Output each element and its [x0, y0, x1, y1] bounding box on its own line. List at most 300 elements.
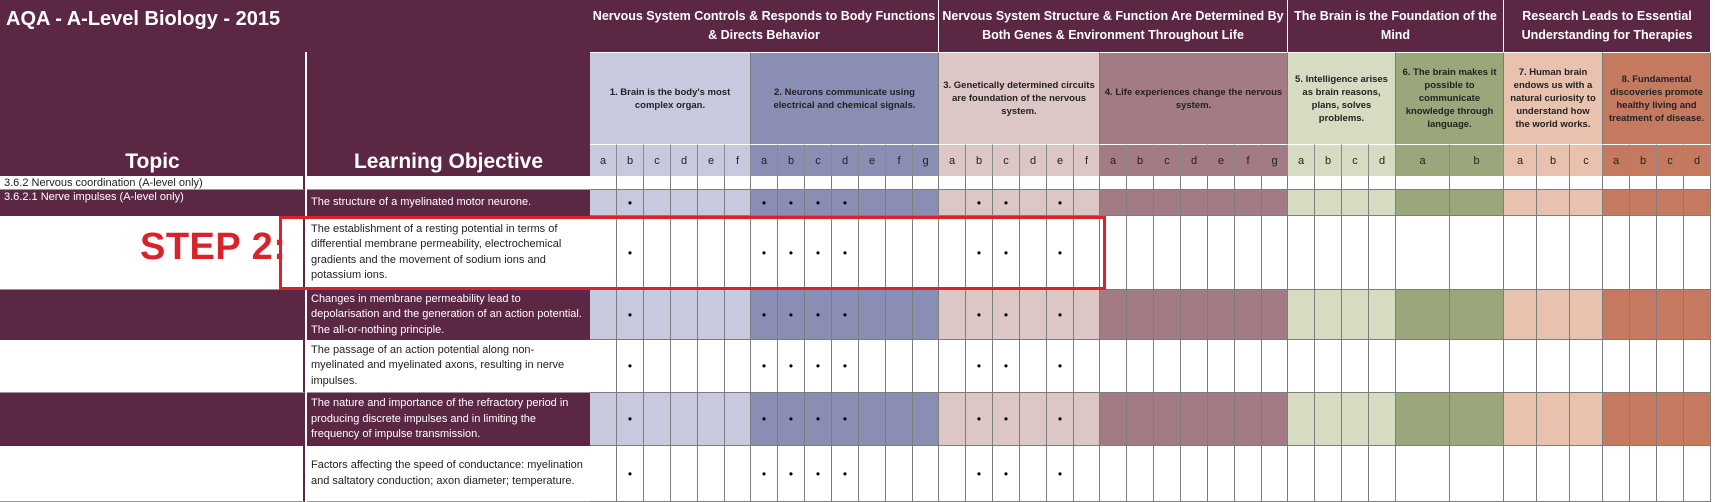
matrix-cell: [1537, 216, 1570, 290]
matrix-cell: [1020, 176, 1047, 190]
matrix-cell: [1396, 393, 1450, 446]
matrix-cell: [698, 176, 725, 190]
matrix-cell: [1020, 393, 1047, 446]
objective-cell: [307, 176, 590, 190]
mark-dot: •: [788, 195, 794, 210]
matrix-cell: [751, 290, 778, 340]
matrix-cell: [725, 290, 751, 340]
matrix-cell: [1288, 340, 1315, 393]
matrix-cell: [1235, 216, 1262, 290]
column-letter: b: [1315, 144, 1342, 176]
matrix-cell: [886, 190, 913, 216]
matrix-cell: [832, 393, 859, 446]
mark-dot: •: [627, 245, 633, 260]
topic-column-header: Topic: [0, 144, 305, 176]
matrix-cell: [1047, 393, 1074, 446]
matrix-cell: [939, 290, 966, 340]
mark-dot: •: [815, 245, 821, 260]
matrix-cell: [1603, 176, 1630, 190]
matrix-cell: [1262, 216, 1288, 290]
matrix-cell: [1127, 190, 1154, 216]
matrix-cell: [1154, 290, 1181, 340]
matrix-cell: [1020, 290, 1047, 340]
group-header: Nervous System Controls & Responds to Body Functions & Directs Behavior: [590, 0, 939, 52]
matrix-cell: [805, 190, 832, 216]
matrix-cell: [1369, 340, 1396, 393]
column-letter: b: [617, 144, 644, 176]
matrix-cell: [1537, 176, 1570, 190]
matrix-cell: [1630, 446, 1657, 502]
matrix-cell: [1020, 340, 1047, 393]
column-letter: e: [698, 144, 725, 176]
objective-header-block: [307, 52, 590, 144]
matrix-cell: [886, 446, 913, 502]
mark-dot: •: [976, 412, 982, 426]
matrix-cell: [859, 446, 886, 502]
matrix-cell: [832, 340, 859, 393]
matrix-cell: [1100, 340, 1127, 393]
matrix-cell: [1154, 190, 1181, 216]
matrix-cell: [617, 190, 644, 216]
matrix-cell: [1504, 190, 1537, 216]
subgroup-header: 8. Fundamental discoveries promote healthy living and treatment of disease.: [1603, 52, 1711, 144]
matrix-cell: [1657, 190, 1684, 216]
mark-dot: •: [1003, 307, 1009, 322]
topic-header-block: [0, 52, 305, 144]
matrix-cell: [1450, 446, 1504, 502]
matrix-cell: [1100, 190, 1127, 216]
mark-dot: •: [788, 359, 794, 373]
matrix-cell: [1235, 190, 1262, 216]
step-highlight-box: [279, 216, 1106, 290]
matrix-cell: [698, 446, 725, 502]
matrix-cell: [1181, 446, 1208, 502]
matrix-cell: [1570, 190, 1603, 216]
mark-dot: •: [1057, 307, 1063, 322]
mark-dot: •: [815, 466, 821, 481]
matrix-cell: [698, 340, 725, 393]
column-letter: g: [1262, 144, 1288, 176]
matrix-cell: [1047, 290, 1074, 340]
subgroup-header: 6. The brain makes it possible to communicate knowledge through language.: [1396, 52, 1504, 144]
mark-dot: •: [761, 412, 767, 426]
column-letter: a: [1288, 144, 1315, 176]
matrix-cell: [1262, 446, 1288, 502]
matrix-cell: [1657, 216, 1684, 290]
matrix-cell: [1450, 190, 1504, 216]
mark-dot: •: [842, 359, 848, 373]
matrix-cell: [698, 290, 725, 340]
column-letter: b: [1450, 144, 1504, 176]
matrix-cell: [751, 393, 778, 446]
matrix-cell: [1127, 290, 1154, 340]
matrix-cell: [1537, 190, 1570, 216]
matrix-cell: [751, 446, 778, 502]
matrix-cell: [1181, 190, 1208, 216]
matrix-cell: [778, 176, 805, 190]
matrix-cell: [832, 190, 859, 216]
mark-dot: •: [1057, 412, 1063, 426]
column-letter: g: [913, 144, 939, 176]
subgroup-header: 2. Neurons communicate using electrical and chemical signals.: [751, 52, 939, 144]
column-letter: a: [751, 144, 778, 176]
matrix-cell: [1315, 190, 1342, 216]
matrix-cell: [1342, 290, 1369, 340]
matrix-cell: [1450, 216, 1504, 290]
mark-dot: •: [627, 359, 633, 373]
matrix-cell: [1047, 190, 1074, 216]
column-letter: d: [1020, 144, 1047, 176]
matrix-cell: [590, 290, 617, 340]
matrix-cell: [1504, 393, 1537, 446]
matrix-cell: [671, 393, 698, 446]
matrix-cell: [644, 393, 671, 446]
matrix-cell: [1657, 290, 1684, 340]
matrix-cell: [644, 446, 671, 502]
matrix-cell: [1154, 216, 1181, 290]
matrix-cell: [1181, 393, 1208, 446]
column-letter: e: [859, 144, 886, 176]
matrix-cell: [913, 393, 939, 446]
mark-dot: •: [1003, 412, 1009, 426]
matrix-cell: [1127, 216, 1154, 290]
subgroup-header: 1. Brain is the body's most complex organ.: [590, 52, 751, 144]
matrix-cell: [805, 290, 832, 340]
column-letter: c: [1570, 144, 1603, 176]
column-letter: a: [590, 144, 617, 176]
matrix-cell: [1047, 340, 1074, 393]
matrix-cell: [1181, 176, 1208, 190]
matrix-cell: [1100, 290, 1127, 340]
matrix-cell: [939, 340, 966, 393]
matrix-cell: [1504, 176, 1537, 190]
column-letter: a: [939, 144, 966, 176]
matrix-cell: [939, 190, 966, 216]
matrix-cell: [1369, 216, 1396, 290]
mark-dot: •: [627, 412, 633, 426]
matrix-cell: [1603, 290, 1630, 340]
group-header: Research Leads to Essential Understanding for Therapies: [1504, 0, 1711, 52]
matrix-cell: [778, 446, 805, 502]
matrix-cell: [1537, 340, 1570, 393]
matrix-cell: [1450, 290, 1504, 340]
topic-cell: [0, 290, 305, 340]
subgroup-header: 3. Genetically determined circuits are foundation of the nervous system.: [939, 52, 1100, 144]
matrix-cell: [1315, 340, 1342, 393]
matrix-cell: [1315, 290, 1342, 340]
column-letter: a: [1396, 144, 1450, 176]
mark-dot: •: [1003, 245, 1009, 260]
matrix-cell: [1181, 340, 1208, 393]
mark-dot: •: [1057, 195, 1063, 210]
subgroup-header: 7. Human brain endows us with a natural curiosity to understand how the world works.: [1504, 52, 1603, 144]
matrix-cell: [1504, 446, 1537, 502]
matrix-cell: [751, 190, 778, 216]
mark-dot: •: [761, 245, 767, 260]
matrix-cell: [1288, 176, 1315, 190]
matrix-cell: [1603, 216, 1630, 290]
column-letter: f: [1074, 144, 1100, 176]
mark-dot: •: [788, 412, 794, 426]
mark-dot: •: [842, 307, 848, 322]
matrix-cell: [1074, 446, 1100, 502]
matrix-cell: [1342, 190, 1369, 216]
matrix-cell: [939, 446, 966, 502]
matrix-cell: [1235, 446, 1262, 502]
matrix-cell: [832, 446, 859, 502]
matrix-cell: [1208, 176, 1235, 190]
matrix-cell: [617, 290, 644, 340]
matrix-cell: [805, 176, 832, 190]
matrix-cell: [1047, 176, 1074, 190]
matrix-cell: [832, 176, 859, 190]
matrix-cell: [1369, 393, 1396, 446]
objective-cell: Changes in membrane permeability lead to depolarisation and the generation of an action potential. The all-or-nothing principle.: [307, 290, 590, 340]
matrix-cell: [1570, 340, 1603, 393]
matrix-cell: [1342, 446, 1369, 502]
column-letter: c: [644, 144, 671, 176]
matrix-cell: [1504, 216, 1537, 290]
matrix-cell: [590, 190, 617, 216]
matrix-cell: [671, 340, 698, 393]
subgroup-header: 5. Intelligence arises as brain reasons, plans, solves problems.: [1288, 52, 1396, 144]
matrix-cell: [1262, 340, 1288, 393]
matrix-cell: [1630, 190, 1657, 216]
matrix-cell: [886, 290, 913, 340]
matrix-cell: [966, 176, 993, 190]
matrix-cell: [1262, 190, 1288, 216]
column-letter: e: [1208, 144, 1235, 176]
matrix-cell: [725, 393, 751, 446]
matrix-cell: [1630, 176, 1657, 190]
subgroup-header: 4. Life experiences change the nervous system.: [1100, 52, 1288, 144]
matrix-cell: [778, 393, 805, 446]
title: AQA - A-Level Biology - 2015: [0, 0, 590, 52]
column-letter: d: [671, 144, 698, 176]
matrix-cell: [617, 393, 644, 446]
matrix-cell: [1208, 446, 1235, 502]
matrix-cell: [859, 176, 886, 190]
mark-dot: •: [842, 466, 848, 481]
matrix-cell: [913, 446, 939, 502]
matrix-cell: [1396, 290, 1450, 340]
topic-cell: 3.6.2.1 Nerve impulses (A-level only): [0, 190, 305, 216]
matrix-cell: [1603, 446, 1630, 502]
matrix-cell: [832, 290, 859, 340]
column-letter: e: [1047, 144, 1074, 176]
matrix-cell: [644, 340, 671, 393]
mark-dot: •: [976, 359, 982, 373]
matrix-cell: [859, 290, 886, 340]
mark-dot: •: [627, 307, 633, 322]
matrix-cell: [725, 190, 751, 216]
matrix-cell: [644, 190, 671, 216]
matrix-cell: [590, 176, 617, 190]
mark-dot: •: [1003, 195, 1009, 210]
matrix-cell: [617, 446, 644, 502]
matrix-cell: [1342, 340, 1369, 393]
matrix-cell: [1342, 393, 1369, 446]
matrix-cell: [1450, 176, 1504, 190]
matrix-cell: [1570, 216, 1603, 290]
column-letter: d: [1369, 144, 1396, 176]
matrix-cell: [671, 446, 698, 502]
column-letter: c: [1657, 144, 1684, 176]
matrix-cell: [1262, 393, 1288, 446]
matrix-cell: [805, 393, 832, 446]
matrix-cell: [1570, 446, 1603, 502]
matrix-cell: [913, 190, 939, 216]
matrix-cell: [1154, 340, 1181, 393]
column-letter: f: [725, 144, 751, 176]
matrix-cell: [1657, 393, 1684, 446]
column-letter: b: [778, 144, 805, 176]
matrix-cell: [1504, 340, 1537, 393]
column-letter: c: [993, 144, 1020, 176]
matrix-cell: [1127, 393, 1154, 446]
matrix-cell: [966, 340, 993, 393]
matrix-cell: [859, 393, 886, 446]
mark-dot: •: [1057, 245, 1063, 260]
matrix-cell: [1537, 290, 1570, 340]
objective-column-header: Learning Objective: [307, 144, 590, 176]
mark-dot: •: [761, 195, 767, 210]
matrix-cell: [1630, 290, 1657, 340]
mark-dot: •: [788, 466, 794, 481]
matrix-cell: [993, 340, 1020, 393]
column-letter: c: [805, 144, 832, 176]
matrix-cell: [805, 446, 832, 502]
column-letter: a: [1504, 144, 1537, 176]
matrix-cell: [886, 393, 913, 446]
column-letter: c: [1342, 144, 1369, 176]
mark-dot: •: [1057, 466, 1063, 481]
mark-dot: •: [815, 359, 821, 373]
matrix-cell: [671, 290, 698, 340]
matrix-cell: [993, 176, 1020, 190]
matrix-cell: [993, 190, 1020, 216]
matrix-cell: [913, 290, 939, 340]
matrix-cell: [590, 340, 617, 393]
column-letter: b: [1127, 144, 1154, 176]
matrix-cell: [1657, 446, 1684, 502]
objective-cell: The passage of an action potential along non-myelinated and myelinated axons, resulting in nerve impulses.: [307, 340, 590, 393]
mark-dot: •: [1003, 359, 1009, 373]
matrix-cell: [1047, 446, 1074, 502]
matrix-cell: [644, 176, 671, 190]
column-letter: a: [1100, 144, 1127, 176]
matrix-cell: [751, 340, 778, 393]
matrix-cell: [1396, 446, 1450, 502]
matrix-cell: [1396, 176, 1450, 190]
matrix-cell: [1235, 290, 1262, 340]
matrix-cell: [1684, 290, 1711, 340]
matrix-cell: [725, 446, 751, 502]
matrix-cell: [1208, 290, 1235, 340]
matrix-cell: [1127, 176, 1154, 190]
matrix-cell: [1684, 446, 1711, 502]
matrix-cell: [1020, 190, 1047, 216]
matrix-cell: [778, 190, 805, 216]
matrix-cell: [1396, 190, 1450, 216]
mark-dot: •: [788, 245, 794, 260]
matrix-cell: [1342, 176, 1369, 190]
matrix-cell: [1570, 393, 1603, 446]
matrix-cell: [1235, 176, 1262, 190]
matrix-cell: [1450, 393, 1504, 446]
matrix-cell: [1020, 446, 1047, 502]
matrix-cell: [1603, 340, 1630, 393]
mark-dot: •: [976, 466, 982, 481]
matrix-cell: [1181, 216, 1208, 290]
matrix-cell: [1369, 446, 1396, 502]
matrix-cell: [1684, 190, 1711, 216]
topic-cell: [0, 446, 305, 502]
matrix-cell: [1369, 190, 1396, 216]
matrix-cell: [1315, 393, 1342, 446]
mark-dot: •: [976, 195, 982, 210]
matrix-cell: [1262, 290, 1288, 340]
matrix-cell: [1603, 190, 1630, 216]
matrix-cell: [1208, 340, 1235, 393]
matrix-cell: [859, 340, 886, 393]
matrix-cell: [1288, 216, 1315, 290]
column-letter: a: [1603, 144, 1630, 176]
matrix-cell: [993, 290, 1020, 340]
matrix-cell: [1235, 340, 1262, 393]
matrix-cell: [1537, 393, 1570, 446]
matrix-cell: [805, 340, 832, 393]
matrix-cell: [1100, 446, 1127, 502]
matrix-cell: [1288, 190, 1315, 216]
matrix-cell: [1450, 340, 1504, 393]
matrix-cell: [1315, 216, 1342, 290]
matrix-cell: [966, 190, 993, 216]
step-callout: STEP 2:: [140, 226, 287, 268]
matrix-cell: [590, 446, 617, 502]
mark-dot: •: [815, 412, 821, 426]
matrix-cell: [1235, 393, 1262, 446]
group-header: The Brain is the Foundation of the Mind: [1288, 0, 1504, 52]
matrix-cell: [1369, 290, 1396, 340]
matrix-cell: [886, 176, 913, 190]
matrix-cell: [1570, 290, 1603, 340]
matrix-cell: [778, 340, 805, 393]
matrix-cell: [966, 290, 993, 340]
matrix-cell: [1288, 393, 1315, 446]
matrix-cell: [1208, 190, 1235, 216]
matrix-cell: [1504, 290, 1537, 340]
matrix-cell: [1154, 393, 1181, 446]
objective-cell: The nature and importance of the refractory period in producing discrete impulses and in limiting the frequency of impulse transmission.: [307, 393, 590, 446]
topic-cell: [0, 340, 305, 393]
matrix-cell: [1074, 340, 1100, 393]
matrix-cell: [671, 190, 698, 216]
matrix-cell: [966, 446, 993, 502]
matrix-cell: [1208, 216, 1235, 290]
column-letter: b: [1537, 144, 1570, 176]
matrix-cell: [966, 393, 993, 446]
matrix-cell: [1396, 216, 1450, 290]
matrix-cell: [1315, 176, 1342, 190]
matrix-cell: [1154, 446, 1181, 502]
topic-cell: [0, 393, 305, 446]
topic-cell: 3.6.2 Nervous coordination (A-level only): [0, 176, 305, 190]
matrix-cell: [1630, 340, 1657, 393]
mark-dot: •: [627, 195, 633, 210]
column-letter: d: [1684, 144, 1711, 176]
mark-dot: •: [842, 195, 848, 210]
